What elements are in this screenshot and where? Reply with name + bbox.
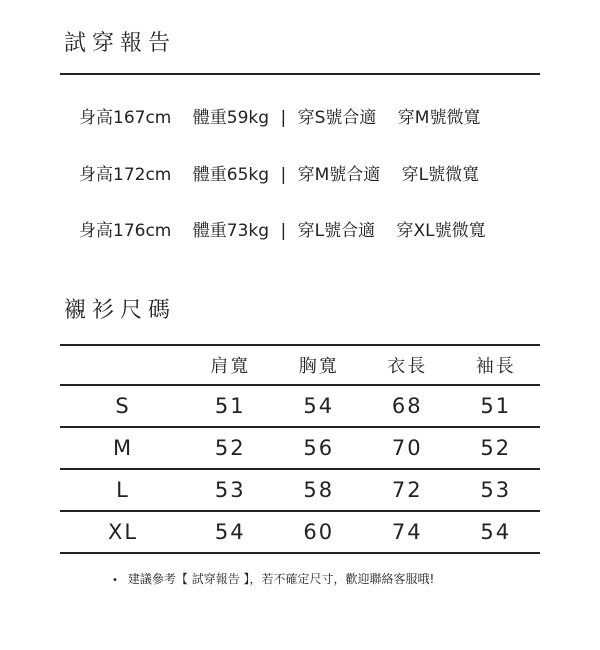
sleeve-cell: 51	[452, 385, 541, 427]
length-cell: 72	[363, 469, 452, 511]
header-sleeve: 袖長	[452, 345, 541, 385]
size-cell: L	[60, 469, 186, 511]
shoulder-cell: 52	[186, 427, 275, 469]
shoulder-cell: 53	[186, 469, 275, 511]
trial-report-list	[79, 103, 539, 273]
report-fit-a: 穿L號合適	[297, 221, 376, 241]
header-length: 衣長	[363, 345, 452, 385]
report-height: 身高176cm	[79, 221, 172, 241]
chest-cell: 54	[275, 385, 364, 427]
report-height: 身高167cm	[79, 108, 172, 128]
length-cell: 68	[363, 385, 452, 427]
length-cell: 70	[363, 427, 452, 469]
chest-cell: 58	[275, 469, 364, 511]
table-row	[60, 385, 540, 427]
header-chest: 胸寬	[275, 345, 364, 385]
sleeve-cell: 52	[452, 427, 541, 469]
sleeve-cell: 53	[452, 469, 541, 511]
footnote-text: 建議參考【 試穿報告 】，若不確定尺寸，歡迎聯絡客服哦!	[127, 572, 435, 586]
report-height: 身高172cm	[79, 164, 172, 185]
header-size	[60, 345, 186, 385]
length-cell: 74	[363, 511, 452, 553]
chest-cell: 60	[275, 511, 364, 553]
size-cell: M	[60, 427, 186, 469]
table-row	[60, 469, 540, 511]
report-fit-b: 穿L號微寬	[401, 164, 480, 185]
trial-report-title: 試穿報告	[64, 31, 177, 56]
report-separator: |	[280, 164, 287, 185]
report-fit-b: 穿XL號微寬	[396, 221, 486, 241]
size-table	[60, 344, 540, 554]
report-fit-a: 穿M號合適	[297, 164, 381, 185]
size-chart-title: 襯衫尺碼	[64, 298, 177, 323]
bullet-icon: •	[112, 575, 118, 586]
shoulder-cell: 54	[186, 511, 275, 553]
report-separator: |	[280, 221, 287, 241]
header-shoulder: 肩寬	[186, 345, 275, 385]
report-entry	[79, 103, 539, 160]
shoulder-cell: 51	[186, 385, 275, 427]
size-cell: S	[60, 385, 186, 427]
sleeve-cell: 54	[452, 511, 541, 553]
report-entry	[79, 160, 539, 217]
report-weight: 體重73kg	[192, 221, 270, 241]
table-row	[60, 427, 540, 469]
chest-cell: 56	[275, 427, 364, 469]
title-divider	[60, 73, 540, 75]
report-separator: |	[280, 108, 287, 128]
report-fit-b: 穿M號微寬	[397, 108, 481, 128]
size-cell: XL	[60, 511, 186, 553]
report-weight: 體重59kg	[192, 108, 270, 128]
table-row	[60, 511, 540, 553]
report-weight: 體重65kg	[192, 164, 270, 185]
size-table-header	[60, 345, 540, 385]
report-entry	[79, 216, 539, 273]
report-fit-a: 穿S號合適	[297, 108, 377, 128]
footnote	[112, 570, 434, 587]
